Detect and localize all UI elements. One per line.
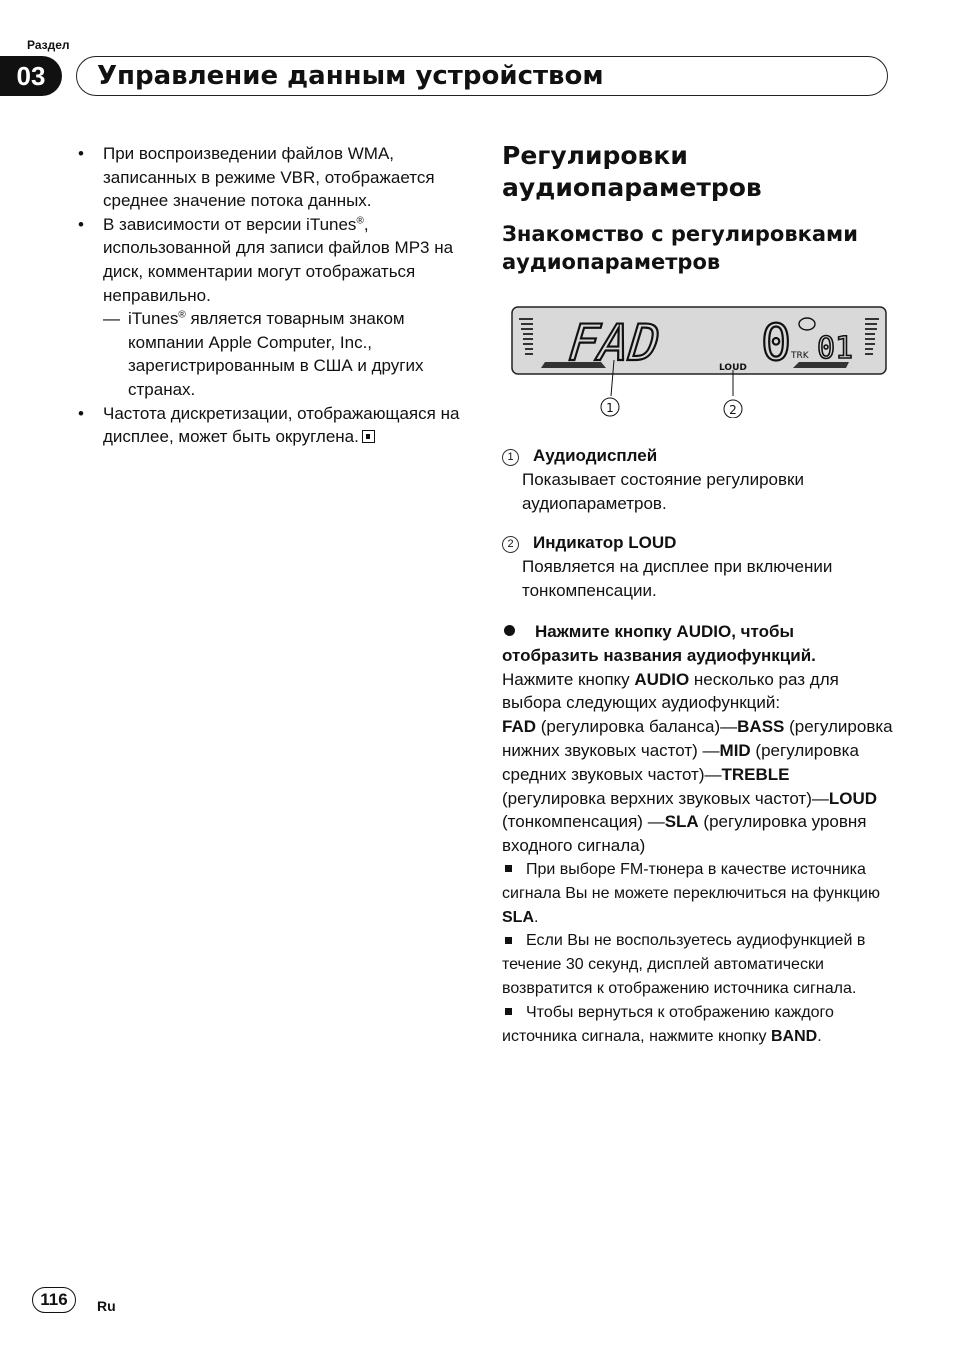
instruction-step (502, 620, 894, 668)
page-heading: Регулировки аудиопараметров (502, 141, 762, 202)
registered-mark: ® (356, 215, 364, 227)
list-item (78, 213, 463, 402)
item-title: Индикатор LOUD (533, 533, 677, 553)
lcd-big-digit: 0 (761, 314, 792, 372)
dash-mark: — (103, 309, 120, 329)
end-of-section-icon (362, 430, 375, 443)
bullet-icon: • (78, 214, 84, 234)
sub-note-start: iTunes (128, 309, 179, 329)
note: Если Вы не воспользуетесь аудиофункцией в течение 30 секунд, дисплей автоматически возвратится к отображению источника сигнала. (502, 932, 866, 997)
step-bullet-icon (504, 625, 515, 636)
list-item (78, 402, 463, 449)
callout-number: 1 (502, 449, 519, 466)
bullet-icon: • (78, 144, 84, 163)
item-body: Показывает состояние регулировки аудиопараметров. (522, 469, 804, 513)
callout-2-number: 2 (729, 403, 737, 417)
note-square-icon (505, 1008, 512, 1015)
item-body: Появляется на дисплее при включении тонкомпенсации. (522, 557, 833, 600)
left-column (78, 142, 463, 449)
instruction-block (502, 620, 894, 1048)
bullet-text: При воспроизведении файлов WMA, записанных в режиме VBR, отображается среднее значение потока данных. (103, 144, 435, 211)
note: Чтобы вернуться к отображению каждого источника сигнала, нажмите кнопку BAND. (502, 1003, 834, 1045)
item-title: Аудиодисплей (533, 446, 658, 465)
lcd-small-digits: 01 (817, 331, 854, 366)
callout-descriptions (502, 444, 894, 619)
bullet-text-rest: , использованной для записи файлов MP3 на диск, комментарии могут отображаться неправильно. (103, 214, 454, 305)
list-item (78, 142, 463, 213)
sub-note-rest: является товарным знаком компании Apple Computer, Inc., зарегистрированным в США и других странах. (128, 309, 424, 399)
loud-indicator: LOUD (719, 363, 747, 373)
list-item (502, 444, 894, 515)
note-square-icon (505, 937, 512, 944)
track-label: TRK (791, 351, 809, 361)
note-square-icon (505, 865, 512, 872)
section-label: Раздел (27, 38, 70, 52)
note: При выборе FM-тюнера в качестве источника сигнала Вы не можете переключиться на функцию SLA. (502, 860, 880, 926)
section-number: 03 (0, 56, 62, 96)
sub-heading: Знакомство с регулировками аудиопараметров (502, 222, 858, 274)
registered-mark: ® (178, 309, 186, 321)
bullet-text: В зависимости от версии iTunes (103, 214, 357, 234)
section-title: Управление данным устройством (97, 61, 604, 91)
right-column (502, 140, 894, 276)
lcd-main-text: FAD (566, 313, 663, 372)
bullet-icon: • (78, 403, 84, 423)
instruction-text: Нажмите кнопку AUDIO, чтобы отобразить названия аудиофункций. (502, 622, 816, 665)
section-title-box (76, 56, 888, 96)
language-code: Ru (97, 1298, 116, 1314)
callout-number: 2 (502, 536, 519, 553)
callout-1-number: 1 (606, 401, 614, 415)
bullet-text: Частота дискретизации, отображающаяся на дисплее, может быть округлена. (103, 403, 460, 447)
instruction-detail: Нажмите кнопку AUDIO несколько раз для выбора следующих аудиофункций: FAD (регулировка баланса)—BASS (регулировка нижних звуковых частот) —MID (регулировка средних звуковых частот)—TREBLE (регулировка верхних звуковых частот)—LOUD (тонкомпенсация) —SLA (регулировка уровня входного сигнала) (502, 669, 893, 856)
audio-display-illustration (511, 306, 887, 418)
page-number: 116 (32, 1287, 76, 1313)
list-item (502, 531, 894, 602)
sub-note (103, 307, 463, 401)
